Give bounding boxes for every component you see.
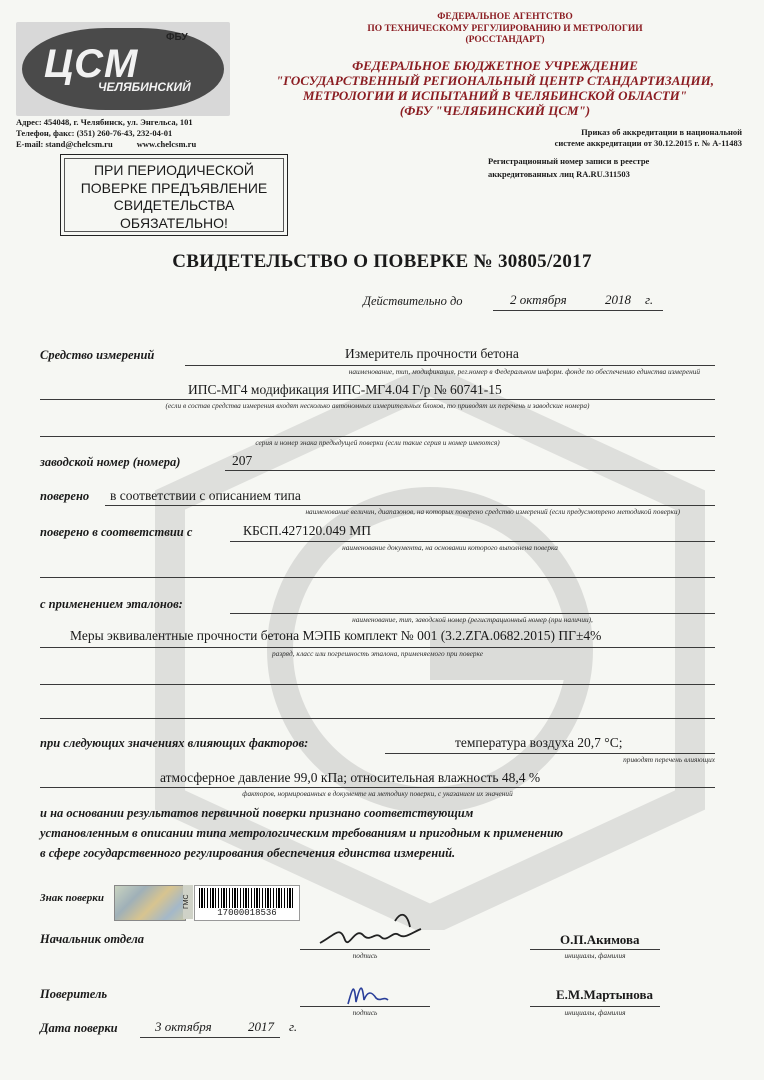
conclusion-line-2: установленным в описании типа метрологическим требованиям и пригодным к применению (40, 826, 564, 840)
date-value: 3 октября (155, 1019, 212, 1034)
csm-logo: ФБУ ЦСМ ЧЕЛЯБИНСКИЙ (16, 22, 230, 116)
date-suffix: г. (289, 1019, 298, 1034)
conclusion-line-3: в сфере государственного регулирования обеспечения единства измерений. (40, 846, 456, 860)
validity-suffix: г. (645, 292, 654, 307)
verified-value: в соответствии с описанием типа (110, 488, 301, 503)
standards-value: Меры эквивалентные прочности бетона МЭПБ комплект № 001 (3.2.ZГА.0682.2015) ПГ±4% (70, 628, 602, 643)
factors-label: при следующих значениях влияющих факторов: (40, 736, 309, 750)
mark-label: Знак поверки (40, 892, 105, 904)
verifier-name: Е.М.Мартынова (556, 987, 653, 1002)
serial-value: 207 (232, 453, 253, 468)
head-name: О.П.Акимова (560, 932, 640, 947)
accreditation-block: Приказ об аккредитации в национальной системе аккредитации от 30.12.2015 г. № А-11483 (554, 127, 742, 148)
email: E-mail: stand@chelcsm.ru (16, 139, 113, 149)
verified-label: поверено (40, 489, 90, 503)
website: www.chelcsm.ru (136, 139, 197, 149)
validity-label: Действительно до (363, 294, 463, 308)
agency-block: ФЕДЕРАЛЬНОЕ АГЕНТСТВО ПО ТЕХНИЧЕСКОМУ РЕГУЛИРОВАНИЮ И МЕТРОЛОГИИ (РОССТАНДАРТ) (367, 12, 643, 45)
standards-label: с применением эталонов: (40, 597, 183, 611)
verified-per-label: поверено в соответствии с (40, 525, 193, 539)
head-label: Начальник отдела (40, 932, 145, 946)
date-label: Дата поверки (40, 1021, 118, 1035)
conclusion-line-1: и на основании результатов первичной поверки признано соответствующим (40, 806, 474, 820)
barcode-icon (199, 888, 295, 908)
gms-label: ГМС (183, 885, 193, 919)
date-year: 2017 (248, 1019, 274, 1034)
validity-date: 2 октября (510, 292, 567, 307)
address: Адрес: 454048, г. Челябинск, ул. Энгельса, 101 (16, 117, 193, 127)
validity-year: 2018 (605, 292, 631, 307)
verifier-signature (342, 976, 392, 1008)
instrument-name: Измеритель прочности бетона (345, 346, 519, 361)
hologram-sticker (114, 885, 186, 921)
factors-temperature: температура воздуха 20,7 °С; (455, 735, 623, 750)
contacts-block (16, 117, 196, 150)
barcode-number: 17000018536 (217, 908, 277, 918)
registration-block: Регистрационный номер записи в реестре аккредитованных лиц RA.RU.311503 (488, 156, 650, 179)
head-signature (315, 905, 435, 951)
factors-pressure-humidity: атмосферное давление 99,0 кПа; относительная влажность 48,4 % (160, 770, 541, 785)
institution-block: ФЕДЕРАЛЬНОЕ БЮДЖЕТНОЕ УЧРЕЖДЕНИЕ "ГОСУДАРСТВЕННЫЙ РЕГИОНАЛЬНЫЙ ЦЕНТР СТАНДАРТИЗАЦИИ, МЕТРОЛОГИИ И ИСПЫТАНИЙ В ЧЕЛЯБИНСКОЙ ОБЛАСТИ" (ФБУ "ЧЕЛЯБИНСКИЙ ЦСМ") (276, 58, 714, 118)
phone: Телефон, факс: (351) 260-76-43, 232-04-01 (16, 128, 173, 138)
certificate-title: СВИДЕТЕЛЬСТВО О ПОВЕРКЕ № 30805/2017 (172, 251, 592, 272)
serial-label: заводской номер (номера) (40, 455, 181, 469)
verifier-label: Поверитель (40, 987, 108, 1001)
verified-per-value: КБСП.427120.049 МП (243, 523, 372, 538)
instrument-model: ИПС-МГ4 модификация ИПС-МГ4.04 Г/р № 60741-15 (188, 382, 502, 397)
notice-box: ПРИ ПЕРИОДИЧЕСКОЙ ПОВЕРКЕ ПРЕДЪЯВЛЕНИЕ СВИДЕТЕЛЬСТВА ОБЯЗАТЕЛЬНО! (60, 154, 288, 236)
barcode-sticker (194, 885, 300, 921)
instrument-label: Средство измерений (40, 348, 155, 362)
